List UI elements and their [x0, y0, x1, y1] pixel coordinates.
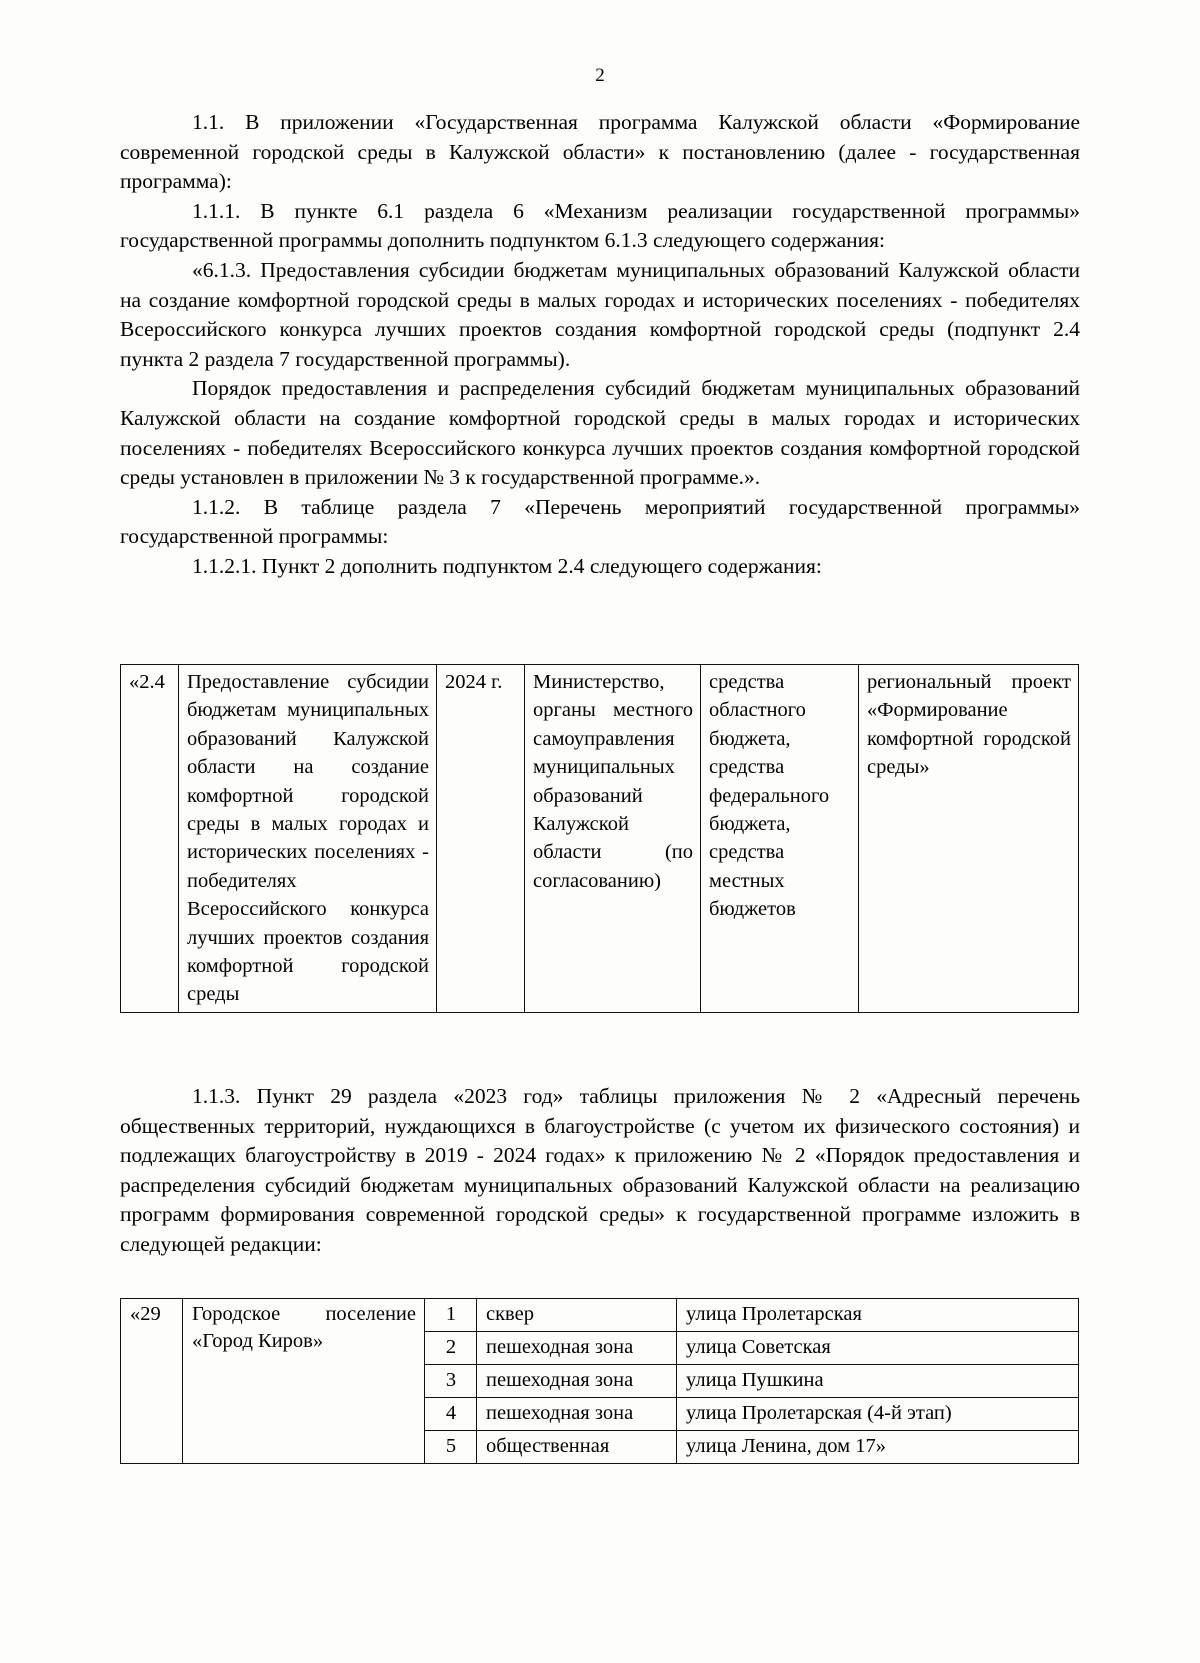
table-measures [120, 664, 1079, 1013]
paragraph-1-1-3: 1.1.3. Пункт 29 раздела «2023 год» таблицы приложения № 2 «Адресный перечень общественных территорий, нуждающихся в благоустройстве (с учетом их физического состояния) и подлежащих благоустройству в 2019 - 2024 годах» к приложению № 2 «Порядок предоставления и распределения субсидий бюджетам муниципальных образований Калужской области на реализацию программ формирования современной городской среды» к государственной программе изложить в следующей редакции: [120, 1084, 1080, 1256]
body-text-block [120, 108, 1080, 582]
cell-item-number: «29 [121, 1299, 183, 1464]
cell-address: улица Пролетарская [677, 1299, 1079, 1332]
cell-address: улица Ленина, дом 17» [677, 1431, 1079, 1464]
paragraph-6-1-3: «6.1.3. Предоставления субсидии бюджетам муниципальных образований Калужской области на создание комфортной городской среды в малых городах и исторических поселениях - победителях Всероссийского конкурса лучших проектов создания комфортной городской среды (подпункт 2.4 пункта 2 раздела 7 государственной программы). [120, 257, 1080, 371]
cell-project: региональный проект «Формирование комфортной городской среды» [859, 665, 1079, 1013]
paragraph-1-1-2: 1.1.2. В таблице раздела 7 «Перечень мероприятий государственной программы» государственной программы: [120, 494, 1080, 549]
cell-item-number: «2.4 [121, 665, 179, 1013]
cell-territory-kind: пешеходная зона [477, 1365, 677, 1398]
cell-territory-kind: пешеходная зона [477, 1332, 677, 1365]
cell-municipality: Городское поселение «Город Киров» [183, 1299, 425, 1464]
cell-address: улица Советская [677, 1332, 1079, 1365]
cell-address: улица Пролетарская (4-й этап) [677, 1398, 1079, 1431]
page-number: 2 [595, 65, 605, 86]
cell-territory-kind: пешеходная зона [477, 1398, 677, 1431]
cell-territory-kind: общественная [477, 1431, 677, 1464]
paragraph-poryadok: Порядок предоставления и распределения субсидий бюджетам муниципальных образований Калужской области на создание комфортной городской среды в малых городах и исторических поселениях - победителях Всероссийского конкурса лучших проектов создания комфортной городской среды установлен в приложении № 3 к государственной программе.». [120, 376, 1080, 490]
cell-term: 2024 г. [437, 665, 525, 1013]
paragraph-1-1: 1.1. В приложении «Государственная программа Калужской области «Формирование современной городской среды в Калужской области» к постановлению (далее - государственная программа): [120, 110, 1080, 194]
table-territories [120, 1298, 1079, 1464]
paragraph-1-1-1: 1.1.1. В пункте 6.1 раздела 6 «Механизм реализации государственной программы» государственной программы дополнить подпунктом 6.1.3 следующего содержания: [120, 198, 1080, 253]
cell-funding-sources: средства областного бюджета, средства федерального бюджета, средства местных бюджетов [701, 665, 859, 1013]
paragraph-1-1-2-1: 1.1.2.1. Пункт 2 дополнить подпунктом 2.4 следующего содержания: [192, 553, 822, 578]
cell-address: улица Пушкина [677, 1365, 1079, 1398]
cell-measure-name: Предоставление субсидии бюджетам муниципальных образований Калужской области на создание комфортной городской среды в малых городах и исторических поселениях - победителях Всероссийского конкурса лучших проектов создания комфортной городской среды [179, 665, 437, 1013]
cell-index: 2 [425, 1332, 477, 1365]
body-text-block-2 [120, 1082, 1080, 1260]
cell-index: 4 [425, 1398, 477, 1431]
table-row [121, 1299, 1079, 1332]
table-row [121, 665, 1079, 1013]
cell-index: 5 [425, 1431, 477, 1464]
cell-territory-kind: сквер [477, 1299, 677, 1332]
table-territories-wrapper [120, 1298, 1079, 1464]
cell-index: 3 [425, 1365, 477, 1398]
cell-index: 1 [425, 1299, 477, 1332]
cell-executor: Министерство, органы местного самоуправления муниципальных образований Калужской области (по согласованию) [525, 665, 701, 1013]
table-measures-wrapper [120, 664, 1079, 1013]
